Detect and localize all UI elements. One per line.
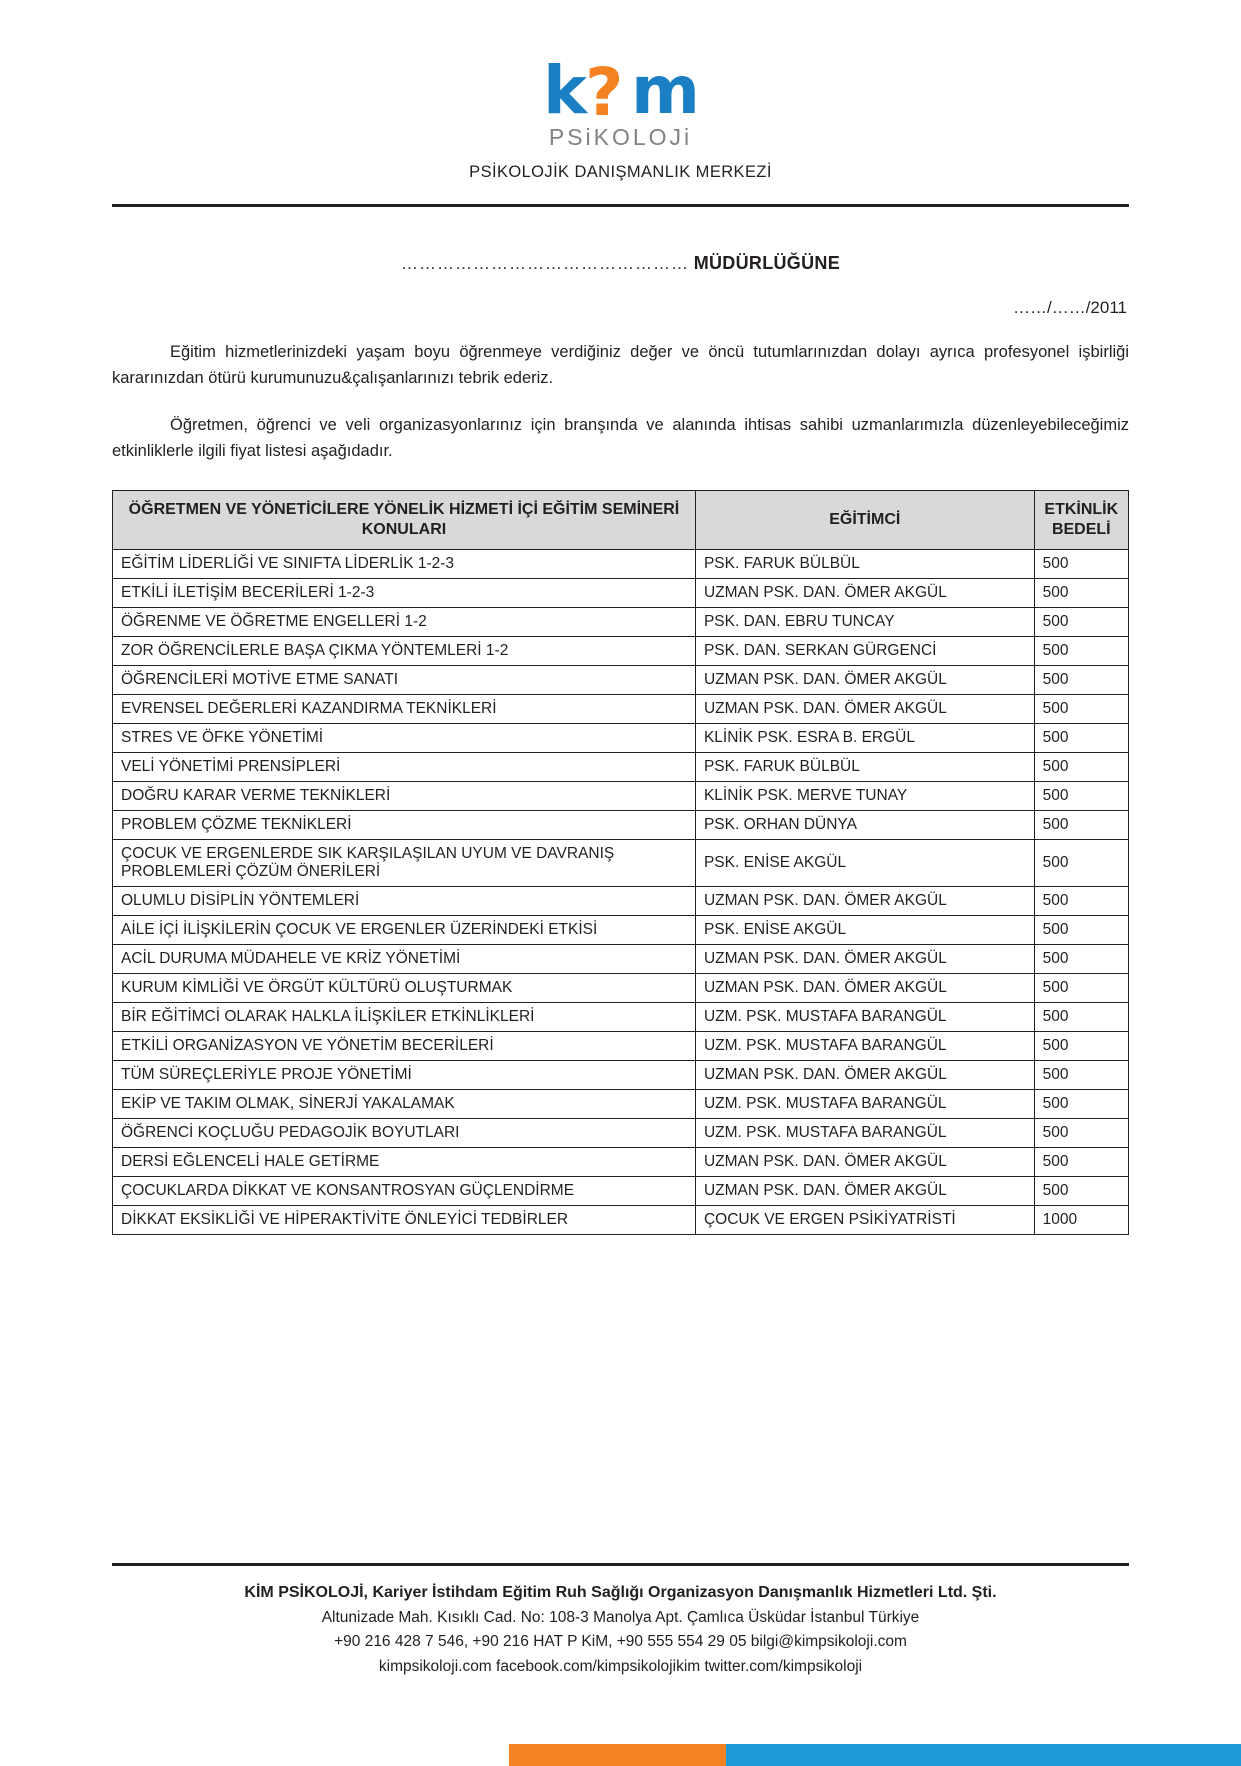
cell-trainer: UZMAN PSK. DAN. ÖMER AKGÜL <box>695 945 1034 974</box>
table-row <box>113 637 1129 666</box>
cell-topic: BİR EĞİTİMCİ OLARAK HALKLA İLİŞKİLER ETKİNLİKLERİ <box>113 1003 696 1032</box>
cell-topic: TÜM SÜREÇLERİYLE PROJE YÖNETİMİ <box>113 1061 696 1090</box>
table-header-row <box>113 491 1129 550</box>
cell-trainer: PSK. DAN. SERKAN GÜRGENCİ <box>695 637 1034 666</box>
cell-trainer: UZMAN PSK. DAN. ÖMER AKGÜL <box>695 1177 1034 1206</box>
cell-topic: AİLE İÇİ İLİŞKİLERİN ÇOCUK VE ERGENLER ÜZERİNDEKİ ETKİSİ <box>113 916 696 945</box>
cell-trainer: PSK. FARUK BÜLBÜL <box>695 753 1034 782</box>
cell-topic: OLUMLU DİSİPLİN YÖNTEMLERİ <box>113 887 696 916</box>
table-row <box>113 811 1129 840</box>
bar-orange <box>509 1744 726 1766</box>
cell-fee: 500 <box>1034 887 1128 916</box>
cell-trainer: PSK. ENİSE AKGÜL <box>695 916 1034 945</box>
cell-topic: KURUM KİMLİĞİ VE ÖRGÜT KÜLTÜRÜ OLUŞTURMAK <box>113 974 696 1003</box>
cell-topic: ÇOCUKLARDA DİKKAT VE KONSANTROSYAN GÜÇLENDİRME <box>113 1177 696 1206</box>
cell-topic: DOĞRU KARAR VERME TEKNİKLERİ <box>113 782 696 811</box>
cell-trainer: UZM. PSK. MUSTAFA BARANGÜL <box>695 1032 1034 1061</box>
footer-color-bars <box>0 1744 1241 1766</box>
table-row <box>113 1148 1129 1177</box>
table-row <box>113 840 1129 887</box>
cell-trainer: UZMAN PSK. DAN. ÖMER AKGÜL <box>695 579 1034 608</box>
cell-fee: 500 <box>1034 840 1128 887</box>
table-row <box>113 1206 1129 1235</box>
footer-contact: +90 216 428 7 546, +90 216 HAT P KiM, +90 555 554 29 05 bilgi@kimpsikoloji.com <box>334 1633 907 1651</box>
table-row <box>113 608 1129 637</box>
table-row <box>113 579 1129 608</box>
addressee-line <box>112 253 1129 274</box>
column-header-trainer: EĞİTİMCİ <box>695 491 1034 550</box>
addressee-blank: ………………………………………… <box>400 254 689 273</box>
table-row <box>113 724 1129 753</box>
cell-topic: ACİL DURUMA MÜDAHELE VE KRİZ YÖNETİMİ <box>113 945 696 974</box>
cell-fee: 500 <box>1034 579 1128 608</box>
logo-letter-k: k <box>543 52 586 129</box>
footer-company: KİM PSİKOLOJİ, Kariyer İstihdam Eğitim Ruh Sağlığı Organizasyon Danışmanlık Hizmetleri Ltd. Şti. <box>244 1584 997 1602</box>
date-line: ……/……/2011 <box>1012 298 1127 317</box>
cell-topic: STRES VE ÖFKE YÖNETİMİ <box>113 724 696 753</box>
cell-trainer: UZM. PSK. MUSTAFA BARANGÜL <box>695 1090 1034 1119</box>
cell-trainer: KLİNİK PSK. ESRA B. ERGÜL <box>695 724 1034 753</box>
cell-topic: PROBLEM ÇÖZME TEKNİKLERİ <box>113 811 696 840</box>
cell-fee: 500 <box>1034 1119 1128 1148</box>
logo-subtitle: PSiKOLOJi <box>548 124 693 150</box>
cell-topic: DİKKAT EKSİKLİĞİ VE HİPERAKTİVİTE ÖNLEYİCİ TEDBİRLER <box>113 1206 696 1235</box>
logo-letter-m: m <box>631 52 698 129</box>
table-row <box>113 1119 1129 1148</box>
footer-divider <box>112 1563 1129 1566</box>
seminar-price-table <box>112 490 1129 1235</box>
cell-fee: 500 <box>1034 916 1128 945</box>
cell-fee: 500 <box>1034 974 1128 1003</box>
cell-trainer: UZMAN PSK. DAN. ÖMER AKGÜL <box>695 1061 1034 1090</box>
cell-fee: 1000 <box>1034 1206 1128 1235</box>
column-header-fee: ETKİNLİK BEDELİ <box>1034 491 1128 550</box>
table-row <box>113 1177 1129 1206</box>
cell-fee: 500 <box>1034 637 1128 666</box>
header-divider <box>112 204 1129 207</box>
cell-fee: 500 <box>1034 1003 1128 1032</box>
table-row <box>113 1090 1129 1119</box>
cell-topic: ETKİLİ ORGANİZASYON VE YÖNETİM BECERİLERİ <box>113 1032 696 1061</box>
cell-fee: 500 <box>1034 782 1128 811</box>
cell-fee: 500 <box>1034 753 1128 782</box>
bar-blue <box>726 1744 1241 1766</box>
cell-trainer: UZMAN PSK. DAN. ÖMER AKGÜL <box>695 974 1034 1003</box>
table-row <box>113 666 1129 695</box>
cell-topic: DERSİ EĞLENCELİ HALE GETİRME <box>113 1148 696 1177</box>
cell-trainer: ÇOCUK VE ERGEN PSİKİYATRİSTİ <box>695 1206 1034 1235</box>
table-row <box>113 1032 1129 1061</box>
table-row <box>113 887 1129 916</box>
cell-fee: 500 <box>1034 1177 1128 1206</box>
kim-psikoloji-logo <box>543 52 698 130</box>
cell-trainer: PSK. FARUK BÜLBÜL <box>695 550 1034 579</box>
cell-fee: 500 <box>1034 666 1128 695</box>
cell-fee: 500 <box>1034 1090 1128 1119</box>
table-row <box>113 1003 1129 1032</box>
cell-trainer: PSK. ORHAN DÜNYA <box>695 811 1034 840</box>
cell-trainer: UZMAN PSK. DAN. ÖMER AKGÜL <box>695 666 1034 695</box>
cell-fee: 500 <box>1034 695 1128 724</box>
cell-fee: 500 <box>1034 1061 1128 1090</box>
footer-address: Altunizade Mah. Kısıklı Cad. No: 108-3 Manolya Apt. Çamlıca Üsküdar İstanbul Türkiye <box>321 1608 920 1626</box>
page-footer <box>112 1563 1129 1680</box>
cell-trainer: KLİNİK PSK. MERVE TUNAY <box>695 782 1034 811</box>
cell-topic: ÖĞRENCİ KOÇLUĞU PEDAGOJİK BOYUTLARI <box>113 1119 696 1148</box>
cell-fee: 500 <box>1034 608 1128 637</box>
logo-tagline: PSİKOLOJİK DANIŞMANLIK MERKEZİ <box>469 163 772 181</box>
cell-topic: ETKİLİ İLETİŞİM BECERİLERİ 1-2-3 <box>113 579 696 608</box>
addressee-label: MÜDÜRLÜĞÜNE <box>693 253 841 273</box>
cell-trainer: UZM. PSK. MUSTAFA BARANGÜL <box>695 1119 1034 1148</box>
cell-topic: EKİP VE TAKIM OLMAK, SİNERJİ YAKALAMAK <box>113 1090 696 1119</box>
cell-fee: 500 <box>1034 550 1128 579</box>
table-row <box>113 974 1129 1003</box>
cell-fee: 500 <box>1034 811 1128 840</box>
column-header-topic: ÖĞRETMEN VE YÖNETİCİLERE YÖNELİK HİZMETİ İÇİ EĞİTİM SEMİNERİ KONULARI <box>113 491 696 550</box>
cell-trainer: UZMAN PSK. DAN. ÖMER AKGÜL <box>695 695 1034 724</box>
paragraph-2: Öğretmen, öğrenci ve veli organizasyonlarınız için branşında ve alanında ihtisas sahibi uzmanlarımızla düzenleyebileceğimiz etkinliklerle ilgili fiyat listesi aşağıdadır. <box>112 416 1129 460</box>
table-row <box>113 916 1129 945</box>
table-row <box>113 695 1129 724</box>
table-row <box>113 550 1129 579</box>
cell-fee: 500 <box>1034 724 1128 753</box>
cell-fee: 500 <box>1034 945 1128 974</box>
table-row <box>113 782 1129 811</box>
cell-topic: EĞİTİM LİDERLİĞİ VE SINIFTA LİDERLİK 1-2-3 <box>113 550 696 579</box>
table-row <box>113 753 1129 782</box>
cell-topic: ÖĞRENME VE ÖĞRETME ENGELLERİ 1-2 <box>113 608 696 637</box>
cell-fee: 500 <box>1034 1148 1128 1177</box>
footer-web: kimpsikoloji.com facebook.com/kimpsikolojikim twitter.com/kimpsikoloji <box>378 1658 863 1676</box>
cell-topic: VELİ YÖNETİMİ PRENSİPLERİ <box>113 753 696 782</box>
cell-topic: ZOR ÖĞRENCİLERLE BAŞA ÇIKMA YÖNTEMLERİ 1-2 <box>113 637 696 666</box>
table-row <box>113 945 1129 974</box>
cell-topic: EVRENSEL DEĞERLERİ KAZANDIRMA TEKNİKLERİ <box>113 695 696 724</box>
logo-question-mark-icon: ? <box>585 54 624 131</box>
cell-fee: 500 <box>1034 1032 1128 1061</box>
paragraph-1: Eğitim hizmetlerinizdeki yaşam boyu öğrenmeye verdiğiniz değer ve öncü tutumlarınızdan dolayı ayrıca profesyonel işbirliği kararınızdan ötürü kurumunuzu&çalışanlarınızı tebrik ederiz. <box>112 343 1129 387</box>
cell-topic: ÖĞRENCİLERİ MOTİVE ETME SANATI <box>113 666 696 695</box>
cell-trainer: PSK. DAN. EBRU TUNCAY <box>695 608 1034 637</box>
table-body <box>113 550 1129 1235</box>
cell-topic: ÇOCUK VE ERGENLERDE SIK KARŞILAŞILAN UYUM VE DAVRANIŞ PROBLEMLERİ ÇÖZÜM ÖNERİLERİ <box>113 840 696 887</box>
bar-white <box>0 1744 509 1766</box>
cell-trainer: UZMAN PSK. DAN. ÖMER AKGÜL <box>695 887 1034 916</box>
cell-trainer: UZM. PSK. MUSTAFA BARANGÜL <box>695 1003 1034 1032</box>
table-row <box>113 1061 1129 1090</box>
letterhead <box>112 0 1129 182</box>
cell-trainer: UZMAN PSK. DAN. ÖMER AKGÜL <box>695 1148 1034 1177</box>
cell-trainer: PSK. ENİSE AKGÜL <box>695 840 1034 887</box>
